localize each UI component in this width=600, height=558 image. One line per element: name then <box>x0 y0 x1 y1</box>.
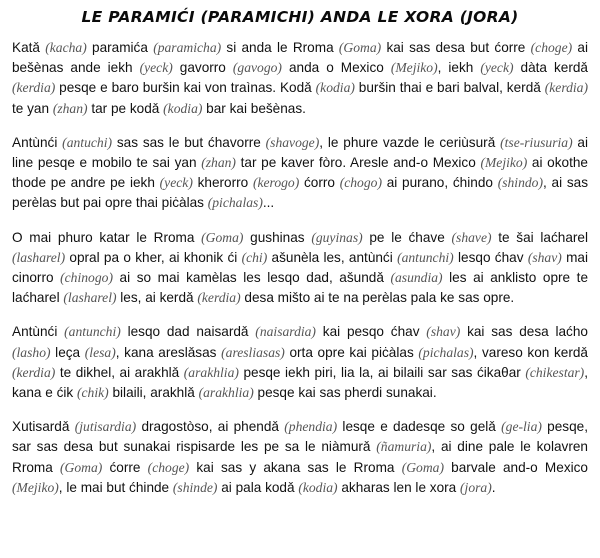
text-segment: Antùnći <box>12 324 65 340</box>
text-segment: gushinas <box>243 229 312 245</box>
pronunciation-gloss: (chikestar) <box>525 364 585 380</box>
text-segment: pesqe iekh piri, lia la, ai bilaili sar sas ćikaθar <box>238 364 526 380</box>
pronunciation-gloss: (chik) <box>76 385 109 401</box>
text-segment: ... <box>262 195 275 211</box>
pronunciation-gloss: (shindo) <box>497 175 543 191</box>
text-segment: lesqo dad naisardǎ <box>120 324 256 340</box>
pronunciation-gloss: (antunchi) <box>64 324 121 340</box>
pronunciation-gloss: (arakhlia) <box>183 364 239 380</box>
pronunciation-gloss: (kacha) <box>45 40 87 55</box>
pronunciation-gloss: (aresliasas) <box>221 344 285 360</box>
pronunciation-gloss: (zhan) <box>52 100 88 116</box>
text-segment: bilaili, arakhlǎ <box>108 385 199 401</box>
story-paragraph <box>12 417 588 498</box>
text-segment: opral pa o kher, ai khonik ći <box>65 249 242 265</box>
text-segment: pe le ćhave <box>362 229 452 245</box>
pronunciation-gloss: (naisardia) <box>255 324 316 340</box>
pronunciation-gloss: (Mejiko) <box>12 479 59 495</box>
pronunciation-gloss: (chi) <box>241 249 268 265</box>
text-segment: pesqe, sar sas desa but sunakai rispisarde les pe sa le niàmurǎ <box>12 419 588 455</box>
pronunciation-gloss: (Goma) <box>338 40 382 55</box>
text-segment: Xutisardǎ <box>12 419 75 435</box>
pronunciation-gloss: (lasho) <box>12 344 51 360</box>
pronunciation-gloss: (kerdia) <box>12 80 56 96</box>
text-segment: gavorro <box>172 60 233 76</box>
pronunciation-gloss: (Mejiko) <box>480 155 528 171</box>
text-segment: bar kai bešènas. <box>202 100 306 116</box>
text-segment: leça <box>50 344 85 360</box>
text-segment: , vareso kon kerdǎ <box>473 344 588 360</box>
pronunciation-gloss: (lasharel) <box>63 290 117 306</box>
text-segment: kai sas desa but ćorre <box>381 40 531 55</box>
text-segment: kai pesqo ćhav <box>315 324 427 340</box>
pronunciation-gloss: (shave) <box>451 229 492 245</box>
text-segment: tar pe kaver fòro. Aresle and-o Mexico <box>235 155 481 171</box>
text-segment: O mai phuro katar le Rroma <box>12 229 202 245</box>
text-segment: tar pe kodǎ <box>87 100 164 116</box>
text-segment: lesqe e dadesqe so gelǎ <box>337 419 502 435</box>
pronunciation-gloss: (yeck) <box>139 60 173 76</box>
pronunciation-gloss: (shav) <box>527 249 562 265</box>
text-segment: ai line pesqe e mobilo te sai yan <box>12 134 588 171</box>
text-segment: barvale and-o Mexico <box>443 459 588 475</box>
pronunciation-gloss: (kerdia) <box>544 80 588 96</box>
text-segment: , kana areslǎsas <box>115 344 222 360</box>
text-segment: akharas len le xora <box>337 479 461 495</box>
text-segment: lesqo ćhav <box>453 249 528 265</box>
story-paragraph <box>12 38 588 119</box>
text-segment: buršin thai e bari balval, kerdǎ <box>354 80 545 96</box>
text-segment: mai cinorro <box>12 249 588 286</box>
text-segment: si anda le Rroma <box>221 40 339 55</box>
pronunciation-gloss: (jutisardia) <box>74 419 137 435</box>
text-segment: , le mai but ćhinde <box>58 479 173 495</box>
pronunciation-gloss: (yeck) <box>480 60 514 76</box>
story-paragraph <box>12 133 588 214</box>
pronunciation-gloss: (choge) <box>147 459 190 475</box>
pronunciation-gloss: (Goma) <box>401 459 444 475</box>
pronunciation-gloss: (zhan) <box>201 155 236 171</box>
text-segment: , iekh <box>437 60 481 76</box>
text-segment: te šai laćharel <box>491 229 589 245</box>
pronunciation-gloss: (yeck) <box>159 175 193 191</box>
pronunciation-gloss: (paramicha) <box>153 40 222 55</box>
pronunciation-gloss: (kerdia) <box>12 364 56 380</box>
pronunciation-gloss: (antunchi) <box>397 249 454 265</box>
text-segment: dàta kerdǎ <box>513 60 588 76</box>
pronunciation-gloss: (ñamuria) <box>376 439 432 455</box>
text-segment: kai sas desa laćho <box>460 324 588 340</box>
text-segment: pesqe kai sas pherdi sunakai. <box>253 385 437 401</box>
text-segment: sas sas le but ćhavorre <box>112 134 266 150</box>
pronunciation-gloss: (guyinas) <box>311 229 363 245</box>
pronunciation-gloss: (kerogo) <box>252 175 300 191</box>
pronunciation-gloss: (Mejiko) <box>390 60 438 76</box>
text-segment: ai purano, ćhindo <box>381 175 498 191</box>
pronunciation-gloss: (kodia) <box>298 479 338 495</box>
text-segment: , le phure vazde le ceriùsurǎ <box>319 134 501 150</box>
story-paragraph <box>12 228 588 309</box>
pronunciation-gloss: (pichalas) <box>418 344 474 360</box>
pronunciation-gloss: (choge) <box>530 40 573 55</box>
pronunciation-gloss: (phendia) <box>284 419 338 435</box>
pronunciation-gloss: (shinde) <box>172 479 218 495</box>
text-segment: anda o Mexico <box>281 60 391 76</box>
text-segment: ai bešènas ande iekh <box>12 40 588 76</box>
pronunciation-gloss: (Goma) <box>60 459 103 475</box>
text-segment: te yan <box>12 100 53 116</box>
pronunciation-gloss: (shav) <box>426 324 461 340</box>
text-segment: ćorro <box>299 175 340 191</box>
text-segment: dragostòso, ai phendǎ <box>136 419 285 435</box>
text-segment: , kana e ćik <box>12 364 588 401</box>
text-segment: te dikhel, ai arakhlǎ <box>55 364 184 380</box>
text-segment: , ai sas perèlas but pai opre thai piċàlas <box>12 175 588 211</box>
text-segment: les ai anklisto opre te laćharel <box>12 270 588 306</box>
pronunciation-gloss: (kerdia) <box>197 290 241 306</box>
text-segment: les, ai kerdǎ <box>116 290 198 306</box>
pronunciation-gloss: (asundia) <box>390 270 443 286</box>
pronunciation-gloss: (lasharel) <box>12 249 66 265</box>
pronunciation-gloss: (pichalas) <box>207 195 263 211</box>
text-segment: ćorre <box>102 459 148 475</box>
pronunciation-gloss: (tse-riusuria) <box>500 134 573 150</box>
pronunciation-gloss: (antuchi) <box>62 134 113 150</box>
text-segment: ašunèla les, antùnći <box>267 249 398 265</box>
pronunciation-gloss: (kodia) <box>163 100 203 116</box>
text-segment: orta opre kai piċàlas <box>284 344 419 360</box>
story-paragraph <box>12 322 588 403</box>
pronunciation-gloss: (chogo) <box>339 175 382 191</box>
pronunciation-gloss: (jora) <box>460 479 492 495</box>
text-segment: Katǎ <box>12 40 46 55</box>
page-title: LE PARAMIĆI (PARAMICHI) ANDA LE XORA (JORA) <box>81 8 519 26</box>
text-segment: , ai dine pale le kolavren Rroma <box>12 439 588 475</box>
text-segment: kai sas y akana sas le Rroma <box>189 459 402 475</box>
pronunciation-gloss: (gavogo) <box>232 60 282 76</box>
story-body <box>12 38 588 498</box>
text-segment: . <box>491 479 496 495</box>
text-segment: desa mišto ai te na perèlas pala ke sas opre. <box>240 290 515 306</box>
pronunciation-gloss: (ge-lia) <box>501 419 542 435</box>
pronunciation-gloss: (lesa) <box>84 344 116 360</box>
text-segment: Antùnći <box>12 134 63 150</box>
text-segment: kherorro <box>192 175 253 191</box>
text-segment: paramića <box>86 40 154 55</box>
pronunciation-gloss: (chinogo) <box>60 270 113 286</box>
pronunciation-gloss: (kodia) <box>315 80 355 96</box>
pronunciation-gloss: (shavoge) <box>265 134 320 150</box>
text-segment: ai so mai kamèlas les lesqo dad, ašundǎ <box>112 270 391 286</box>
pronunciation-gloss: (arakhlia) <box>198 385 254 401</box>
text-segment: pesqe e baro buršin kai von traìnas. Kodǎ <box>55 80 316 96</box>
pronunciation-gloss: (Goma) <box>201 229 244 245</box>
text-segment: ai pala kodǎ <box>217 479 299 495</box>
text-segment: ai okothe thode pe andre pe iekh <box>12 155 588 191</box>
